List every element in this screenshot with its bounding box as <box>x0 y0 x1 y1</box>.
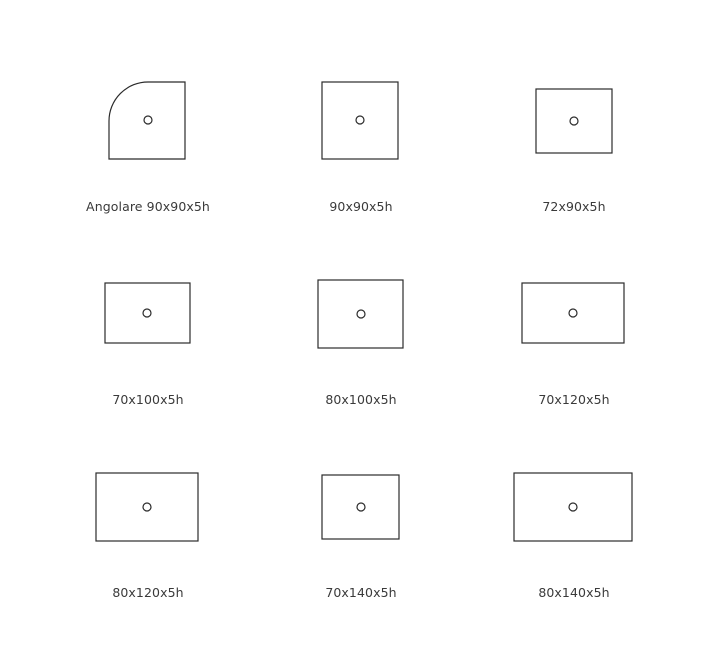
drain-hole-icon <box>569 503 577 511</box>
tray-outline <box>261 70 461 180</box>
tray-shape <box>322 82 398 159</box>
tray-shape <box>105 283 190 343</box>
tray-item-90x90 <box>261 70 461 220</box>
tray-outline <box>261 456 461 566</box>
tray-shape <box>322 475 399 539</box>
tray-shape <box>514 473 632 541</box>
tray-label: 72x90x5h <box>542 199 606 214</box>
tray-item-80x140 <box>474 456 674 606</box>
drain-hole-icon <box>357 310 365 318</box>
tray-item-70x140 <box>261 456 461 606</box>
tray-label: Angolare 90x90x5h <box>86 199 210 214</box>
tray-item-80x120 <box>48 456 248 606</box>
tray-label: 70x140x5h <box>325 585 397 600</box>
tray-item-80x100 <box>261 263 461 413</box>
tray-outline <box>474 456 674 566</box>
tray-outline <box>474 70 674 180</box>
tray-outline <box>48 456 248 566</box>
tray-label: 70x100x5h <box>112 392 184 407</box>
tray-label: 80x120x5h <box>112 585 184 600</box>
tray-item-angolare-90x90 <box>48 70 248 220</box>
corner-tray-outline <box>48 70 248 180</box>
tray-item-70x120 <box>474 263 674 413</box>
tray-shape <box>522 283 624 343</box>
drain-hole-icon <box>143 309 151 317</box>
tray-outline <box>48 263 248 373</box>
tray-item-70x100 <box>48 263 248 413</box>
tray-shape <box>536 89 612 153</box>
drain-hole-icon <box>357 503 365 511</box>
drain-hole-icon <box>356 116 364 124</box>
tray-shape <box>96 473 198 541</box>
drain-hole-icon <box>570 117 578 125</box>
drain-hole-icon <box>143 503 151 511</box>
tray-item-72x90 <box>474 70 674 220</box>
tray-outline <box>474 263 674 373</box>
drain-hole-icon <box>569 309 577 317</box>
tray-label: 90x90x5h <box>329 199 393 214</box>
tray-label: 80x100x5h <box>325 392 397 407</box>
tray-outline <box>261 263 461 373</box>
corner-tray-shape <box>109 82 185 159</box>
drain-hole-icon <box>144 116 152 124</box>
tray-shape <box>318 280 403 348</box>
tray-label: 80x140x5h <box>538 585 610 600</box>
tray-label: 70x120x5h <box>538 392 610 407</box>
